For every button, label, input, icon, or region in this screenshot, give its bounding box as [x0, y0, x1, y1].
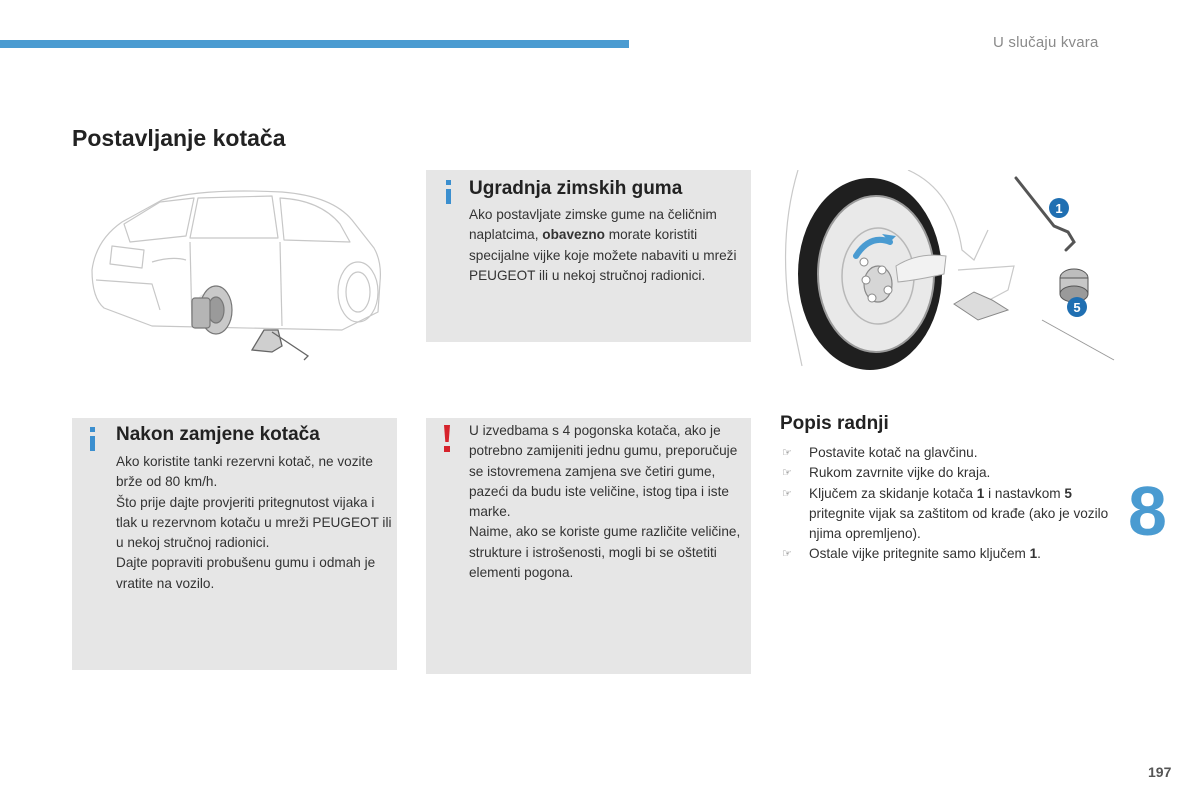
four-wheel-drive-warning-text: U izvedbama s 4 pogonska kotača, ako je potrebno zamijeniti jednu gumu, preporučuje se istovremena zamjena sve četiri gume, pazeći da budu iste veličine, istog tipa i iste marke. Naime, ako se koriste gume različite veličine, strukture i istrošenosti, mogli bi se oštetiti elementi pogona. — [469, 423, 741, 581]
winter-tyres-info-box — [426, 170, 751, 342]
steps-list — [780, 443, 1130, 565]
list-item: ☞ Ključem za skidanje kotača 1 i nastavkom 5 pritegnite vijak sa zaštitom od krađe (ako je vozilo njima opremljeno). — [782, 485, 1109, 542]
pointing-hand-icon: ☞ — [782, 487, 792, 500]
header-accent-bar — [0, 40, 629, 48]
after-wheel-change-text: Ako koristite tanki rezervni kotač, ne vozite brže od 80 km/h. Što prije dajte provjeriti pritegnutost vijaka i tlak u rezervnom kotaču u mreži PEUGEOT ili u nekoj stručnoj radionici. Dajte popraviti probušenu gumu i odmah je vratite na vozilo. — [116, 454, 392, 591]
page-number: 197 — [1148, 764, 1172, 780]
callout-adapter-label: 5 — [1073, 300, 1081, 315]
list-item: ☞ Ostale vijke pritegnite samo ključem 1. — [780, 544, 1130, 564]
list-item: ☞ Rukom zavrnite vijke do kraja. — [780, 463, 1130, 483]
callout-wrench-label: 1 — [1055, 201, 1063, 216]
pointing-hand-icon: ☞ — [782, 447, 792, 459]
pointing-hand-icon: ☞ — [782, 548, 792, 561]
chapter-title: U slučaju kvara — [993, 34, 1099, 51]
after-wheel-change-title: Nakon zamjene kotača — [116, 424, 320, 445]
warning-icon — [444, 425, 450, 452]
pointing-hand-icon: ☞ — [782, 467, 792, 480]
steps-title: Popis radnji — [780, 413, 889, 434]
wheel-fitting-illustration — [778, 170, 1120, 370]
four-wheel-drive-warning-box — [426, 418, 751, 674]
list-item: ☞ Postavite kotač na glavčinu. — [780, 443, 1130, 463]
winter-tyres-text: Ako postavljate zimske gume na čeličnim naplatcima, obavezno morate koristiti specijalne vijke koje možete nabaviti u mreži PEUGEOT ili u nekoj stručnoj radionici. — [469, 207, 737, 283]
chapter-number: 8 — [1128, 472, 1167, 550]
info-icon — [90, 427, 95, 451]
car-on-jack-illustration — [82, 180, 402, 380]
page-title: Postavljanje kotača — [72, 125, 286, 151]
after-wheel-change-info-box — [72, 418, 397, 670]
info-icon — [446, 180, 451, 204]
winter-tyres-title: Ugradnja zimskih guma — [469, 178, 683, 199]
